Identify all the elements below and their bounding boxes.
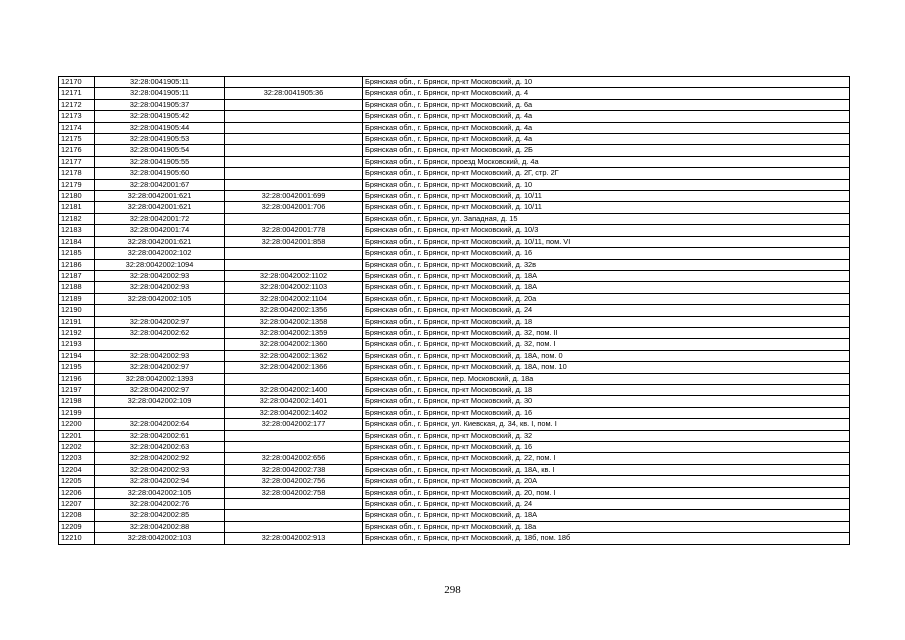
address-cell: Брянская обл., г. Брянск, пр-кт Московский, д. 32, пом. I xyxy=(363,339,850,350)
row-number-cell: 12184 xyxy=(59,236,95,247)
address-cell: Брянская обл., г. Брянск, пр-кт Московский, д. 4а xyxy=(363,134,850,145)
land-cadastral-number-cell: 32:28:0041905:54 xyxy=(95,145,225,156)
table-row xyxy=(59,464,850,475)
address-cell: Брянская обл., г. Брянск, пр-кт Московский, д. 10 xyxy=(363,179,850,190)
row-number-cell: 12191 xyxy=(59,316,95,327)
object-cadastral-number-cell: 32:28:0041905:36 xyxy=(225,88,363,99)
land-cadastral-number-cell xyxy=(95,339,225,350)
land-cadastral-number-cell: 32:28:0041905:37 xyxy=(95,99,225,110)
address-cell: Брянская обл., г. Брянск, пр-кт Московский, д. 32в xyxy=(363,259,850,270)
table-row xyxy=(59,134,850,145)
object-cadastral-number-cell xyxy=(225,134,363,145)
address-cell: Брянская обл., г. Брянск, пр-кт Московский, д. 2Б xyxy=(363,145,850,156)
row-number-cell: 12173 xyxy=(59,111,95,122)
table-row xyxy=(59,453,850,464)
land-cadastral-number-cell: 32:28:0042002:103 xyxy=(95,533,225,544)
row-number-cell: 12177 xyxy=(59,156,95,167)
address-cell: Брянская обл., г. Брянск, пр-кт Московский, д. 10/11 xyxy=(363,191,850,202)
land-cadastral-number-cell: 32:28:0042002:105 xyxy=(95,293,225,304)
object-cadastral-number-cell: 32:28:0042002:1104 xyxy=(225,293,363,304)
table-row xyxy=(59,248,850,259)
table-row xyxy=(59,499,850,510)
address-cell: Брянская обл., г. Брянск, пр-кт Московский, д. 20А xyxy=(363,476,850,487)
land-cadastral-number-cell: 32:28:0042002:1393 xyxy=(95,373,225,384)
row-number-cell: 12176 xyxy=(59,145,95,156)
object-cadastral-number-cell: 32:28:0042002:1400 xyxy=(225,384,363,395)
table-row xyxy=(59,430,850,441)
row-number-cell: 12171 xyxy=(59,88,95,99)
table-row xyxy=(59,270,850,281)
object-cadastral-number-cell xyxy=(225,510,363,521)
address-cell: Брянская обл., г. Брянск, пр-кт Московский, д. 18А, кв. I xyxy=(363,464,850,475)
land-cadastral-number-cell: 32:28:0042002:93 xyxy=(95,270,225,281)
address-cell: Брянская обл., г. Брянск, пр-кт Московский, д. 18А, пом. 10 xyxy=(363,362,850,373)
land-cadastral-number-cell xyxy=(95,407,225,418)
page-number: 298 xyxy=(444,584,461,596)
land-cadastral-number-cell: 32:28:0042001:621 xyxy=(95,236,225,247)
land-cadastral-number-cell: 32:28:0042001:621 xyxy=(95,202,225,213)
land-cadastral-number-cell: 32:28:0042001:72 xyxy=(95,213,225,224)
table-row xyxy=(59,476,850,487)
land-cadastral-number-cell: 32:28:0042002:93 xyxy=(95,282,225,293)
table-row xyxy=(59,111,850,122)
object-cadastral-number-cell: 32:28:0042002:1103 xyxy=(225,282,363,293)
land-cadastral-number-cell: 32:28:0042001:621 xyxy=(95,191,225,202)
address-cell: Брянская обл., г. Брянск, пр-кт Московский, д. 10/11, пом. VI xyxy=(363,236,850,247)
table-row xyxy=(59,327,850,338)
table-row xyxy=(59,293,850,304)
table-row xyxy=(59,77,850,88)
row-number-cell: 12172 xyxy=(59,99,95,110)
table-row xyxy=(59,442,850,453)
address-cell: Брянская обл., г. Брянск, пр-кт Московский, д. 10/11 xyxy=(363,202,850,213)
table-row xyxy=(59,305,850,316)
table-row xyxy=(59,145,850,156)
land-cadastral-number-cell: 32:28:0042002:109 xyxy=(95,396,225,407)
table-row xyxy=(59,225,850,236)
address-cell: Брянская обл., г. Брянск, пр-кт Московский, д. 32, пом. II xyxy=(363,327,850,338)
land-cadastral-number-cell: 32:28:0042002:93 xyxy=(95,464,225,475)
address-cell: Брянская обл., г. Брянск, ул. Киевская, д. 34, кв. I, пом. I xyxy=(363,419,850,430)
address-cell: Брянская обл., г. Брянск, пр-кт Московский, д. 32 xyxy=(363,430,850,441)
row-number-cell: 12207 xyxy=(59,499,95,510)
table-row xyxy=(59,533,850,544)
object-cadastral-number-cell xyxy=(225,430,363,441)
address-cell: Брянская обл., г. Брянск, пр-кт Московский, д. 30 xyxy=(363,396,850,407)
row-number-cell: 12204 xyxy=(59,464,95,475)
object-cadastral-number-cell: 32:28:0042002:756 xyxy=(225,476,363,487)
land-cadastral-number-cell: 32:28:0042002:64 xyxy=(95,419,225,430)
address-cell: Брянская обл., г. Брянск, пр-кт Московский, д. 20, пом. I xyxy=(363,487,850,498)
row-number-cell: 12194 xyxy=(59,350,95,361)
table-row xyxy=(59,316,850,327)
row-number-cell: 12188 xyxy=(59,282,95,293)
table-row xyxy=(59,168,850,179)
address-cell: Брянская обл., г. Брянск, пр-кт Московский, д. 18 xyxy=(363,316,850,327)
object-cadastral-number-cell xyxy=(225,156,363,167)
land-cadastral-number-cell: 32:28:0042002:1094 xyxy=(95,259,225,270)
object-cadastral-number-cell xyxy=(225,442,363,453)
row-number-cell: 12197 xyxy=(59,384,95,395)
table-row xyxy=(59,99,850,110)
object-cadastral-number-cell xyxy=(225,213,363,224)
row-number-cell: 12180 xyxy=(59,191,95,202)
table-row xyxy=(59,282,850,293)
land-cadastral-number-cell: 32:28:0042002:76 xyxy=(95,499,225,510)
registry-table-body xyxy=(59,77,850,545)
land-cadastral-number-cell: 32:28:0042002:88 xyxy=(95,521,225,532)
object-cadastral-number-cell: 32:28:0042002:1402 xyxy=(225,407,363,418)
table-row xyxy=(59,362,850,373)
address-cell: Брянская обл., г. Брянск, пр-кт Московский, д. 4 xyxy=(363,88,850,99)
object-cadastral-number-cell: 32:28:0042002:758 xyxy=(225,487,363,498)
object-cadastral-number-cell: 32:28:0042002:1358 xyxy=(225,316,363,327)
address-cell: Брянская обл., г. Брянск, пр-кт Московский, д. 10/3 xyxy=(363,225,850,236)
land-cadastral-number-cell: 32:28:0042002:97 xyxy=(95,362,225,373)
row-number-cell: 12190 xyxy=(59,305,95,316)
object-cadastral-number-cell xyxy=(225,259,363,270)
table-row xyxy=(59,339,850,350)
address-cell: Брянская обл., г. Брянск, пр-кт Московский, д. 24 xyxy=(363,305,850,316)
table-row xyxy=(59,156,850,167)
row-number-cell: 12209 xyxy=(59,521,95,532)
row-number-cell: 12193 xyxy=(59,339,95,350)
address-cell: Брянская обл., г. Брянск, пр-кт Московский, д. 18А, пом. 0 xyxy=(363,350,850,361)
address-cell: Брянская обл., г. Брянск, пр-кт Московский, д. 22, пом. I xyxy=(363,453,850,464)
land-cadastral-number-cell: 32:28:0041905:11 xyxy=(95,88,225,99)
address-cell: Брянская обл., г. Брянск, пр-кт Московский, д. 18А xyxy=(363,270,850,281)
address-cell: Брянская обл., г. Брянск, пр-кт Московский, д. 18а xyxy=(363,521,850,532)
object-cadastral-number-cell: 32:28:0042001:699 xyxy=(225,191,363,202)
land-cadastral-number-cell: 32:28:0041905:55 xyxy=(95,156,225,167)
row-number-cell: 12182 xyxy=(59,213,95,224)
object-cadastral-number-cell: 32:28:0042002:1356 xyxy=(225,305,363,316)
row-number-cell: 12170 xyxy=(59,77,95,88)
row-number-cell: 12174 xyxy=(59,122,95,133)
row-number-cell: 12210 xyxy=(59,533,95,544)
row-number-cell: 12196 xyxy=(59,373,95,384)
row-number-cell: 12192 xyxy=(59,327,95,338)
land-cadastral-number-cell: 32:28:0042002:92 xyxy=(95,453,225,464)
object-cadastral-number-cell: 32:28:0042002:1360 xyxy=(225,339,363,350)
row-number-cell: 12179 xyxy=(59,179,95,190)
object-cadastral-number-cell xyxy=(225,168,363,179)
land-cadastral-number-cell: 32:28:0041905:11 xyxy=(95,77,225,88)
address-cell: Брянская обл., г. Брянск, пр-кт Московский, д. 4а xyxy=(363,111,850,122)
object-cadastral-number-cell xyxy=(225,99,363,110)
table-row xyxy=(59,384,850,395)
table-row xyxy=(59,510,850,521)
address-cell: Брянская обл., г. Брянск, пер. Московский, д. 18а xyxy=(363,373,850,384)
table-row xyxy=(59,407,850,418)
row-number-cell: 12199 xyxy=(59,407,95,418)
address-cell: Брянская обл., г. Брянск, пр-кт Московский, д. 18А xyxy=(363,282,850,293)
address-cell: Брянская обл., г. Брянск, ул. Западная, д. 15 xyxy=(363,213,850,224)
registry-table xyxy=(58,76,850,545)
row-number-cell: 12178 xyxy=(59,168,95,179)
address-cell: Брянская обл., г. Брянск, пр-кт Московский, д. 16 xyxy=(363,407,850,418)
object-cadastral-number-cell: 32:28:0042002:1359 xyxy=(225,327,363,338)
table-row xyxy=(59,396,850,407)
row-number-cell: 12206 xyxy=(59,487,95,498)
land-cadastral-number-cell: 32:28:0042002:61 xyxy=(95,430,225,441)
row-number-cell: 12183 xyxy=(59,225,95,236)
address-cell: Брянская обл., г. Брянск, пр-кт Московский, д. 20а xyxy=(363,293,850,304)
land-cadastral-number-cell: 32:28:0042002:93 xyxy=(95,350,225,361)
address-cell: Брянская обл., г. Брянск, пр-кт Московский, д. 18б, пом. 18б xyxy=(363,533,850,544)
address-cell: Брянская обл., г. Брянск, проезд Московский, д. 4а xyxy=(363,156,850,167)
table-row xyxy=(59,259,850,270)
row-number-cell: 12203 xyxy=(59,453,95,464)
object-cadastral-number-cell xyxy=(225,521,363,532)
row-number-cell: 12208 xyxy=(59,510,95,521)
table-row xyxy=(59,213,850,224)
object-cadastral-number-cell xyxy=(225,499,363,510)
object-cadastral-number-cell: 32:28:0042002:913 xyxy=(225,533,363,544)
land-cadastral-number-cell: 32:28:0042002:62 xyxy=(95,327,225,338)
row-number-cell: 12201 xyxy=(59,430,95,441)
land-cadastral-number-cell: 32:28:0042002:105 xyxy=(95,487,225,498)
object-cadastral-number-cell xyxy=(225,77,363,88)
land-cadastral-number-cell: 32:28:0042002:94 xyxy=(95,476,225,487)
table-row xyxy=(59,373,850,384)
object-cadastral-number-cell xyxy=(225,122,363,133)
land-cadastral-number-cell: 32:28:0041905:53 xyxy=(95,134,225,145)
row-number-cell: 12198 xyxy=(59,396,95,407)
address-cell: Брянская обл., г. Брянск, пр-кт Московский, д. 16 xyxy=(363,442,850,453)
object-cadastral-number-cell: 32:28:0042001:778 xyxy=(225,225,363,236)
land-cadastral-number-cell: 32:28:0042002:97 xyxy=(95,316,225,327)
address-cell: Брянская обл., г. Брянск, пр-кт Московский, д. 4а xyxy=(363,122,850,133)
row-number-cell: 12202 xyxy=(59,442,95,453)
table-row xyxy=(59,236,850,247)
object-cadastral-number-cell xyxy=(225,373,363,384)
row-number-cell: 12200 xyxy=(59,419,95,430)
land-cadastral-number-cell: 32:28:0042002:102 xyxy=(95,248,225,259)
land-cadastral-number-cell: 32:28:0042002:85 xyxy=(95,510,225,521)
row-number-cell: 12181 xyxy=(59,202,95,213)
row-number-cell: 12189 xyxy=(59,293,95,304)
row-number-cell: 12187 xyxy=(59,270,95,281)
land-cadastral-number-cell: 32:28:0042002:63 xyxy=(95,442,225,453)
object-cadastral-number-cell xyxy=(225,248,363,259)
land-cadastral-number-cell: 32:28:0042001:74 xyxy=(95,225,225,236)
object-cadastral-number-cell: 32:28:0042002:177 xyxy=(225,419,363,430)
table-row xyxy=(59,419,850,430)
row-number-cell: 12186 xyxy=(59,259,95,270)
table-row xyxy=(59,179,850,190)
row-number-cell: 12175 xyxy=(59,134,95,145)
land-cadastral-number-cell: 32:28:0041905:42 xyxy=(95,111,225,122)
object-cadastral-number-cell: 32:28:0042001:706 xyxy=(225,202,363,213)
object-cadastral-number-cell xyxy=(225,179,363,190)
address-cell: Брянская обл., г. Брянск, пр-кт Московский, д. 16 xyxy=(363,248,850,259)
row-number-cell: 12185 xyxy=(59,248,95,259)
object-cadastral-number-cell: 32:28:0042002:1401 xyxy=(225,396,363,407)
table-row xyxy=(59,202,850,213)
address-cell: Брянская обл., г. Брянск, пр-кт Московский, д. 6а xyxy=(363,99,850,110)
object-cadastral-number-cell: 32:28:0042002:1366 xyxy=(225,362,363,373)
object-cadastral-number-cell xyxy=(225,111,363,122)
address-cell: Брянская обл., г. Брянск, пр-кт Московский, д. 18А xyxy=(363,510,850,521)
address-cell: Брянская обл., г. Брянск, пр-кт Московский, д. 18 xyxy=(363,384,850,395)
land-cadastral-number-cell: 32:28:0041905:44 xyxy=(95,122,225,133)
land-cadastral-number-cell: 32:28:0042001:67 xyxy=(95,179,225,190)
address-cell: Брянская обл., г. Брянск, пр-кт Московский, д. 10 xyxy=(363,77,850,88)
row-number-cell: 12195 xyxy=(59,362,95,373)
table-row xyxy=(59,350,850,361)
land-cadastral-number-cell xyxy=(95,305,225,316)
address-cell: Брянская обл., г. Брянск, пр-кт Московский, д. 24 xyxy=(363,499,850,510)
address-cell: Брянская обл., г. Брянск, пр-кт Московский, д. 2Г, стр. 2Г xyxy=(363,168,850,179)
object-cadastral-number-cell: 32:28:0042002:656 xyxy=(225,453,363,464)
object-cadastral-number-cell: 32:28:0042002:1102 xyxy=(225,270,363,281)
object-cadastral-number-cell: 32:28:0042002:1362 xyxy=(225,350,363,361)
table-row xyxy=(59,521,850,532)
object-cadastral-number-cell xyxy=(225,145,363,156)
land-cadastral-number-cell: 32:28:0042002:97 xyxy=(95,384,225,395)
row-number-cell: 12205 xyxy=(59,476,95,487)
land-cadastral-number-cell: 32:28:0041905:60 xyxy=(95,168,225,179)
object-cadastral-number-cell: 32:28:0042002:738 xyxy=(225,464,363,475)
table-row xyxy=(59,88,850,99)
table-row xyxy=(59,191,850,202)
table-row xyxy=(59,122,850,133)
table-row xyxy=(59,487,850,498)
object-cadastral-number-cell: 32:28:0042001:858 xyxy=(225,236,363,247)
